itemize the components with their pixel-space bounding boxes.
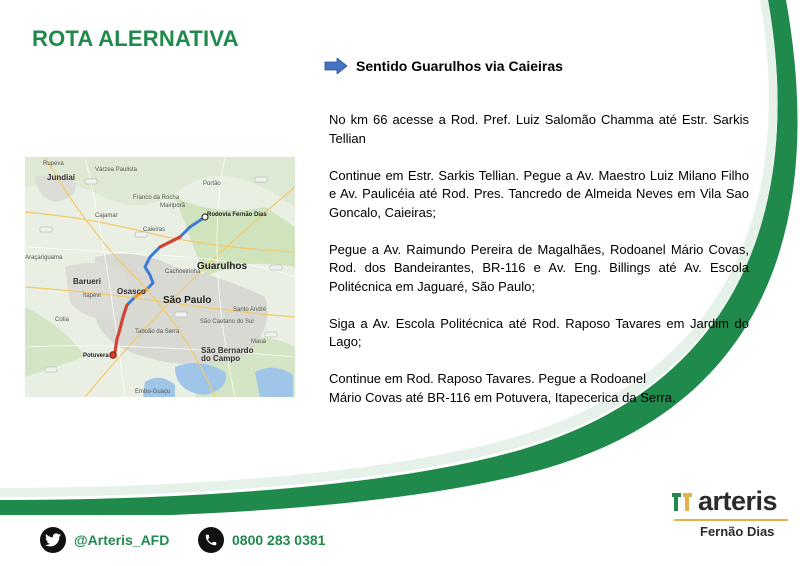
map-label-rupeva: Rupeva: [43, 161, 64, 167]
direction-label: Sentido Guarulhos via Caieiras: [356, 58, 563, 74]
route-step: Siga a Av. Escola Politécnica até Rod. Raposo Tavares em Jardim do Lago;: [329, 315, 749, 349]
map-label-barueri: Barueri: [73, 277, 102, 286]
page-title: ROTA ALERNATIVA: [32, 26, 239, 51]
arteris-logo: [670, 486, 788, 539]
map-label-sbc: São Bernardo do Campo: [201, 346, 254, 363]
map-label-maua: Mauá: [251, 339, 267, 345]
arrow-right-icon: [324, 58, 348, 74]
phone-number[interactable]: 0800 283 0381: [232, 532, 326, 548]
map-label-sao-caetano: São Caetano do Sul: [200, 319, 254, 325]
map-label-guarulhos: Guarulhos: [197, 261, 248, 272]
map-label-varzea: Várzea Paulista: [95, 167, 138, 173]
route-step: Continue em Rod. Raposo Tavares. Pegue a Rodoanel Mário Covas até BR-116 em Potuvera, Itapecerica da Serra.: [329, 371, 676, 405]
map-label-franco: Franco da Rocha: [133, 195, 180, 201]
route-instructions: [329, 111, 749, 426]
map-label-osasco: Osasco: [117, 287, 146, 296]
phone-contact[interactable]: [198, 527, 325, 553]
arteris-mark-icon: [670, 491, 694, 513]
phone-icon: [198, 527, 224, 553]
route-step: Continue em Estr. Sarkis Tellian. Pegue a Av. Maestro Luiz Milano Filho e Av. Paulicéia até Rod. Pres. Tancredo de Almeida Neves em Vila Sao Goncalo, Caieiras;: [329, 167, 749, 220]
map-label-cotia: Cotia: [55, 317, 70, 323]
map-label-caieiras: Caieiras: [143, 227, 166, 233]
route-step: Pegue a Av. Raimundo Pereira de Magalhães, Rodoanel Mário Covas, Rod. dos Bandeirantes, BR-116 e Av. Eng. Billings até Av. Escola Politécnica em Jaguaré, São Paulo;: [329, 241, 749, 294]
map-label-sao-paulo: São Paulo: [163, 295, 212, 306]
brand-divider: [674, 519, 788, 521]
map-label-itapevi: Itapevi: [83, 293, 101, 299]
twitter-handle[interactable]: @Arteris_AFD: [74, 532, 170, 548]
map-label-cajamar: Cajamar: [95, 213, 118, 219]
brand-name: arteris: [698, 486, 778, 516]
map-label-jundiai: Jundiaí: [47, 173, 76, 182]
map-label-destination: Potuvera: [83, 353, 109, 359]
direction-heading: [324, 58, 563, 74]
route-step: No km 66 acesse a Rod. Pref. Luiz Salomão Chamma até Estr. Sarkis Tellian: [329, 112, 749, 146]
brand-unit: Fernão Dias: [700, 524, 775, 539]
map-label-aracariguama: Araçariguama: [25, 255, 63, 261]
destination-marker: [110, 352, 116, 358]
map-label-cachoeirinha: Cachoeirinha: [165, 269, 201, 275]
map-label-santo-andre: Santo André: [233, 307, 267, 313]
map-label-embu: Embu-Guaçu: [135, 389, 171, 395]
twitter-icon: [40, 527, 66, 553]
twitter-contact[interactable]: [40, 527, 169, 553]
map-label-portao: Portão: [203, 181, 221, 187]
map-label-mairipora: Mairiporã: [160, 203, 186, 209]
route-map: [25, 157, 295, 397]
map-label-taboao: Taboão da Serra: [135, 329, 180, 335]
map-label-origin: Rodovia Fernão Dias: [207, 212, 267, 218]
